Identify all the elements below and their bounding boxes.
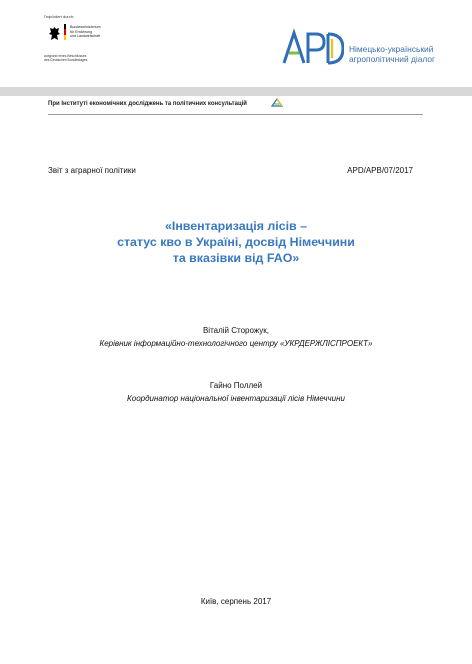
title-line: та вказівки від FAO»	[172, 251, 300, 266]
ier-logo-icon	[271, 98, 283, 107]
apd-subtitle	[349, 44, 435, 64]
header-divider	[48, 114, 423, 115]
apd-subtitle-line: агрополітичний діалог	[349, 54, 436, 64]
place-date: Київ, серпень 2017	[200, 597, 272, 606]
ministry-line: für Ernährung	[70, 29, 92, 34]
federal-eagle-icon	[48, 26, 61, 42]
bundestag-note	[44, 54, 87, 63]
sponsor-label: Гефördert durch:	[44, 14, 75, 19]
report-type: Звіт з аграрної політики	[48, 166, 136, 175]
author-block	[40, 325, 432, 350]
author-name: Віталій Сторожук,	[202, 326, 270, 335]
document-title	[40, 218, 432, 267]
report-id: APD/APB/07/2017	[347, 166, 413, 175]
bundestag-line: aufgrund eines Beschlusses	[44, 54, 87, 58]
institute-line: При Інституті економічних досліджень та політичних консультацій	[48, 101, 247, 107]
german-flag-icon	[64, 24, 66, 40]
author-name: Гайно Поллей	[209, 381, 263, 390]
author-block	[40, 380, 432, 405]
title-line: «Інвентаризація лісів –	[164, 219, 307, 233]
title-line: статус кво в Україні, досвід Німеччини	[117, 235, 355, 250]
bundestag-line: des Deutschen Bundestages	[44, 58, 88, 63]
ministry-line: Bundesministerium	[70, 25, 101, 29]
author-role: Керівник інформаційно-технологічного центру «УКРДЕРЖЛІСПРОЕКТ»	[99, 338, 373, 348]
ministry-name	[70, 25, 101, 39]
apd-subtitle-line: Німецько-український	[349, 44, 434, 54]
author-role: Координатор національної інвентаризації лісів Німеччини	[127, 393, 345, 403]
apd-logo	[282, 27, 344, 69]
flag-stripe-gold	[64, 35, 66, 40]
ministry-line: und Landwirtschaft	[70, 34, 101, 39]
header-band	[0, 87, 472, 96]
